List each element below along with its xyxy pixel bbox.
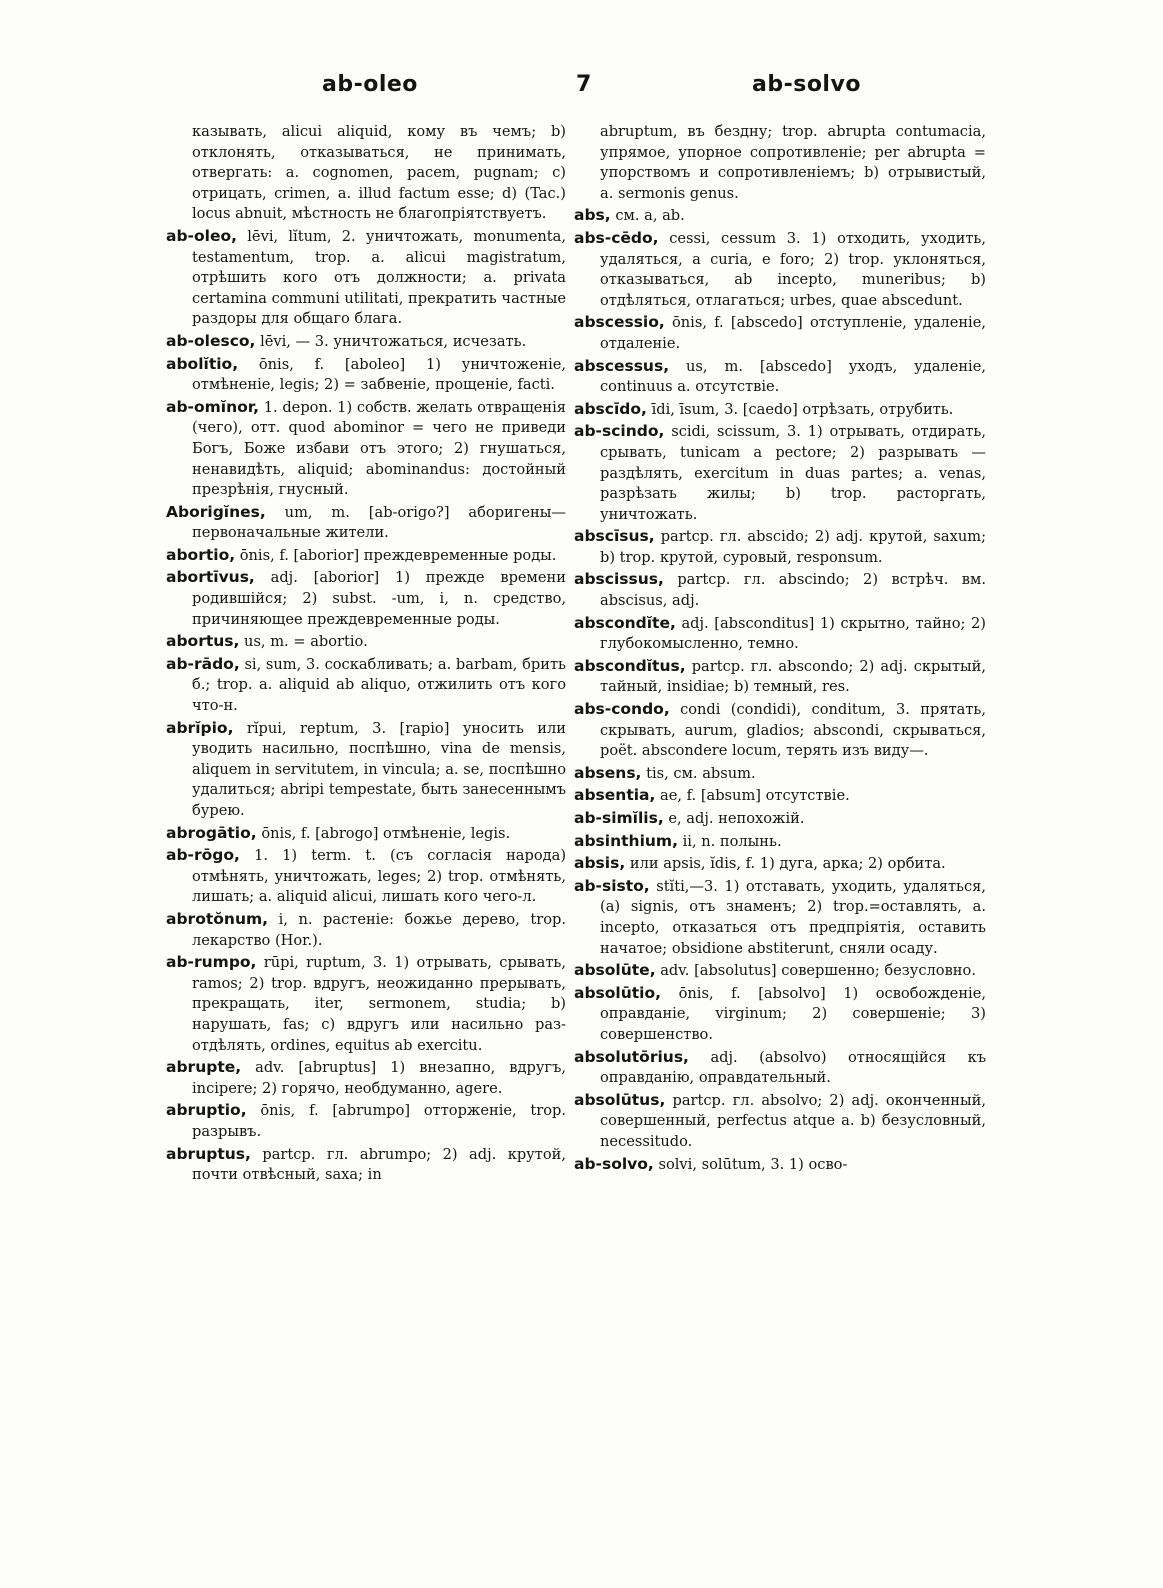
entry-definition: ōnis, f. [abrogo] отмѣненіе, legis. xyxy=(261,824,511,842)
dictionary-entry xyxy=(574,853,986,875)
entry-lemma: abscissus, xyxy=(574,570,664,589)
right-running-headword: ab-solvo xyxy=(752,72,861,97)
left-column xyxy=(166,122,566,1187)
entry-definition: cessi, cessum 3. 1) отходить, уходить, удаляться, a curia, e foro; 2) trop. уклоняться, отказываться, ab incepto, muneribus; b) отдѣляться, отлагаться; urbes, quae abscedunt. xyxy=(600,229,986,309)
dictionary-entry xyxy=(166,952,566,1056)
entry-definition: ōnis, f. [absolvo] 1) освобожденіе, оправданіе, virginum; 2) совершеніе; 3) совершенство. xyxy=(600,984,986,1043)
dictionary-entry xyxy=(574,356,986,398)
entry-lemma: abscessus, xyxy=(574,356,670,375)
entry-definition: abruptum, въ бездну; trop. abrupta contumacia, упрямое, упорное сопротивленіе; per abrupta = упорствомъ и сопротивленіемъ; b) отрывистый, a. sermonis genus. xyxy=(600,123,986,202)
entry-definition: partcp. гл. abscondo; 2) adj. скрытый, тайный, insidiae; b) темный, res. xyxy=(600,657,986,696)
dictionary-entry xyxy=(166,631,566,653)
entry-definition: ōnis, f. [abscedo] отступленіе, удаленіе, отдаленіе. xyxy=(600,314,986,352)
entry-lemma: ab-simĭlis, xyxy=(574,809,664,827)
page-header xyxy=(0,72,1163,112)
entry-lemma: absolūtus, xyxy=(574,1090,666,1109)
dictionary-entry xyxy=(166,1144,566,1186)
dictionary-entry xyxy=(574,960,986,982)
entry-lemma: abs, xyxy=(574,206,611,225)
entry-definition: или apsis, ĭdis, f. 1) дуга, арка; 2) орбита. xyxy=(629,855,946,873)
left-running-headword: ab-oleo xyxy=(322,72,418,97)
dictionary-entry xyxy=(166,823,566,845)
entry-definition: rūpi, ruptum, 3. 1) отрывать, срывать, ramos; 2) trop. вдругъ, неожиданно прерывать, прекращать, iter, sermonem, studia; b) нарушать, fas; c) вдругъ или насильно раз-отдѣлять, ordines, equitus ab exercitu. xyxy=(192,954,566,1054)
dictionary-entry xyxy=(166,567,566,630)
dictionary-entry xyxy=(574,312,986,354)
entry-definition: partcp. гл. abscindo; 2) встрѣч. вм. abscisus, adj. xyxy=(600,571,986,610)
entry-lemma: abscessio, xyxy=(574,313,665,332)
entry-definition: partcp. гл. absolvo; 2) adj. оконченный, совершенный, perfectus atque a. b) безусловный, necessitudo. xyxy=(600,1091,987,1150)
entry-lemma: abortīvus, xyxy=(166,568,255,587)
dictionary-entry xyxy=(166,909,566,951)
entry-definition: казывать, alicui aliquid, кому въ чемъ; b) отклонять, отказываться, не принимать, отвергать: a. cognomen, pacem, pugnam; c) отрицать, crimen, a. illud factum esse; d) (Tac.) locus abnuit, мѣстность не благопріятствуетъ. xyxy=(192,123,566,223)
entry-definition: ii, n. полынь. xyxy=(682,832,782,850)
dictionary-entry xyxy=(574,699,986,762)
entry-definition: īdi, īsum, 3. [caedo] отрѣзать, отрубить. xyxy=(651,400,954,418)
entry-lemma: absolutōrius, xyxy=(574,1047,689,1066)
entry-definition: 1. depon. 1) собств. желать отвращенія (чего), отт. quod abominor = чего не приведи Богъ, Боже избави отъ этого; 2) гнушаться, ненавидѣть, aliquid; abominandus: достойный презрѣнія, гнусный. xyxy=(192,398,566,499)
dictionary-entry xyxy=(166,331,566,353)
entry-definition: scidi, scissum, 3. 1) отрывать, отдирать, срывать, tunicam a pectore; 2) разрывать — раздѣлять, exercitum in duas partes; a. venas, разрѣзать жилы; b) trop. расторгать, уничтожать. xyxy=(600,423,986,523)
entry-lemma: absens, xyxy=(574,763,642,782)
dictionary-entry xyxy=(166,718,566,822)
entry-lemma: ab-omĭnor, xyxy=(166,397,260,416)
dictionary-entry xyxy=(166,845,566,908)
entry-lemma: absis, xyxy=(574,854,626,873)
entry-lemma: absolūte, xyxy=(574,961,656,980)
dictionary-entry xyxy=(166,397,566,501)
entry-lemma: abs-cēdo, xyxy=(574,228,659,247)
entry-definition: lēvi, — 3. уничтожаться, исчезать. xyxy=(260,332,527,350)
entry-definition: partcp. гл. abscido; 2) adj. крутой, saxum; b) trop. крутой, суровый, responsum. xyxy=(600,528,986,566)
entry-definition: us, m. [abscedo] уходъ, удаленіе, continuus a. отсутствіе. xyxy=(600,357,986,396)
entry-lemma: abscīdo, xyxy=(574,399,647,418)
entry-definition: adj. [aborior] 1) прежде времени родившійся; 2) subst. -um, i, n. средство, причиняющее преждевременные роды. xyxy=(192,569,566,628)
entry-lemma: ab-scindo, xyxy=(574,422,665,441)
dictionary-entry xyxy=(166,226,566,330)
entry-lemma: abs-condo, xyxy=(574,700,670,719)
dictionary-entry xyxy=(166,1057,566,1099)
entry-lemma: ab-rumpo, xyxy=(166,953,257,972)
entry-lemma: abscondĭtus, xyxy=(574,656,686,675)
dictionary-entry xyxy=(574,613,986,655)
entry-lemma: absinthium, xyxy=(574,831,678,850)
entry-lemma: abruptio, xyxy=(166,1101,247,1120)
dictionary-entry xyxy=(574,228,986,311)
entry-lemma: ab-solvo, xyxy=(574,1154,654,1173)
entry-lemma: ab-sisto, xyxy=(574,876,650,895)
dictionary-entry xyxy=(574,876,986,959)
entry-lemma: ab-olesco, xyxy=(166,331,256,350)
dictionary-entry xyxy=(166,354,566,396)
dictionary-entry xyxy=(574,122,986,204)
dictionary-entry xyxy=(574,831,986,853)
entry-lemma: abrĭpio, xyxy=(166,718,234,737)
entry-definition: ōnis, f. [abrumpo] отторженіе, trop. разрывъ. xyxy=(192,1102,566,1140)
entry-definition: solvi, solūtum, 3. 1) осво- xyxy=(658,1155,848,1173)
entry-lemma: Aborigĭnes, xyxy=(166,502,266,521)
entry-definition: adv. [absolutus] совершенно; безусловно. xyxy=(660,962,976,980)
entry-lemma: absentia, xyxy=(574,786,656,805)
page-number: 7 xyxy=(576,72,592,97)
dictionary-entry xyxy=(574,785,986,807)
dictionary-entry xyxy=(166,545,566,567)
entry-lemma: abruptus, xyxy=(166,1144,251,1163)
dictionary-entry xyxy=(166,502,566,544)
entry-lemma: abscīsus, xyxy=(574,527,655,546)
entry-definition: i, n. растеніе: божье дерево, trop. лекарство (Hor.). xyxy=(192,910,567,949)
dictionary-entry xyxy=(166,122,566,225)
dictionary-entry xyxy=(574,421,986,525)
entry-definition: um, m. [ab-origo?] аборигены—первоначальные жители. xyxy=(192,503,566,542)
dictionary-entry xyxy=(574,1154,986,1176)
entry-definition: tis, см. absum. xyxy=(646,764,756,782)
dictionary-entry xyxy=(166,654,566,717)
entry-lemma: absolūtio, xyxy=(574,983,662,1002)
entry-lemma: abrogātio, xyxy=(166,823,257,842)
dictionary-entry xyxy=(574,808,986,830)
entry-definition: adj. [absconditus] 1) скрытно, тайно; 2) глубокомысленно, темно. xyxy=(600,614,987,653)
dictionary-entry xyxy=(574,983,986,1046)
entry-lemma: ab-rōgo, xyxy=(166,846,240,865)
entry-definition: lēvi, lĭtum, 2. уничтожать, monumenta, testamentum, trop. a. alicui magistratum, отрѣшить кого отъ должности; a. privata certamina communi utilitati, прекратить частные раздоры для общаго блага. xyxy=(192,227,566,328)
right-column xyxy=(574,122,986,1176)
dictionary-entry xyxy=(574,205,986,227)
dictionary-entry xyxy=(574,1090,986,1153)
dictionary-entry xyxy=(574,526,986,568)
entry-definition: adj. (absolvo) относящійся къ оправданію, оправдательный. xyxy=(600,1048,986,1087)
entry-definition: ae, f. [absum] отсутствіе. xyxy=(660,787,850,805)
entry-definition: adv. [abruptus] 1) внезапно, вдругъ, incipere; 2) горячо, необдуманно, agere. xyxy=(192,1059,566,1097)
dictionary-entry xyxy=(574,1047,986,1089)
dictionary-entry xyxy=(574,399,986,421)
entry-definition: us, m. = abortio. xyxy=(244,633,368,651)
entry-lemma: abrotŏnum, xyxy=(166,909,269,928)
entry-definition: partcp. гл. abrumpo; 2) adj. крутой, почти отвѣсный, saxa; in xyxy=(192,1145,566,1184)
entry-definition: rĭpui, reptum, 3. [rapio] уносить или уводить насильно, поспѣшно, vina de mensis, aliquem in servitutem, in vincula; a. se, поспѣшно удалиться; abripi tempestate, быть занесеннымъ бурею. xyxy=(192,719,566,819)
entry-definition: ōnis, f. [aboleo] 1) уничтоженіе, отмѣненіе, legis; 2) = забвеніе, прощеніе, facti. xyxy=(192,355,567,394)
entry-definition: si, sum, 3. соскабливать; a. barbam, брить б.; trop. a. aliquid ab aliquo, отжилить отъ кого что-н. xyxy=(192,655,567,715)
entry-definition: см. a, ab. xyxy=(615,207,685,225)
entry-definition: stĭti,—3. 1) отставать, уходить, удаляться, (a) signis, отъ знаменъ; 2) trop.=оставлять, a. incepto, отказаться отъ предпріятія, оставить начатое; obsidione abstiterunt, сняли осаду. xyxy=(600,877,987,957)
entry-lemma: ab-rādo, xyxy=(166,654,240,673)
entry-definition: condi (condidi), conditum, 3. прятать, скрывать, aurum, gladios; abscondi, скрываться, poët. abscondere locum, терять изъ виду—. xyxy=(600,701,986,760)
entry-lemma: abortio, xyxy=(166,545,236,564)
entry-definition: e, adj. непохожій. xyxy=(668,810,805,827)
dictionary-entry xyxy=(166,1100,566,1142)
entry-lemma: abolĭtio, xyxy=(166,354,239,373)
entry-lemma: abscondĭte, xyxy=(574,613,676,632)
entry-lemma: ab-oleo, xyxy=(166,226,237,245)
dictionary-entry xyxy=(574,763,986,785)
entry-lemma: abortus, xyxy=(166,632,240,651)
entry-lemma: abrupte, xyxy=(166,1058,242,1077)
dictionary-entry xyxy=(574,656,986,698)
entry-definition: 1. 1) term. t. (съ согласія народа) отмѣнять, уничтожать, leges; 2) trop. отмѣнять, лишать; a. aliquid alicui, лишать кого чего-л. xyxy=(192,847,567,906)
entry-definition: ōnis, f. [aborior] преждевременные роды. xyxy=(239,546,557,564)
dictionary-entry xyxy=(574,569,986,611)
